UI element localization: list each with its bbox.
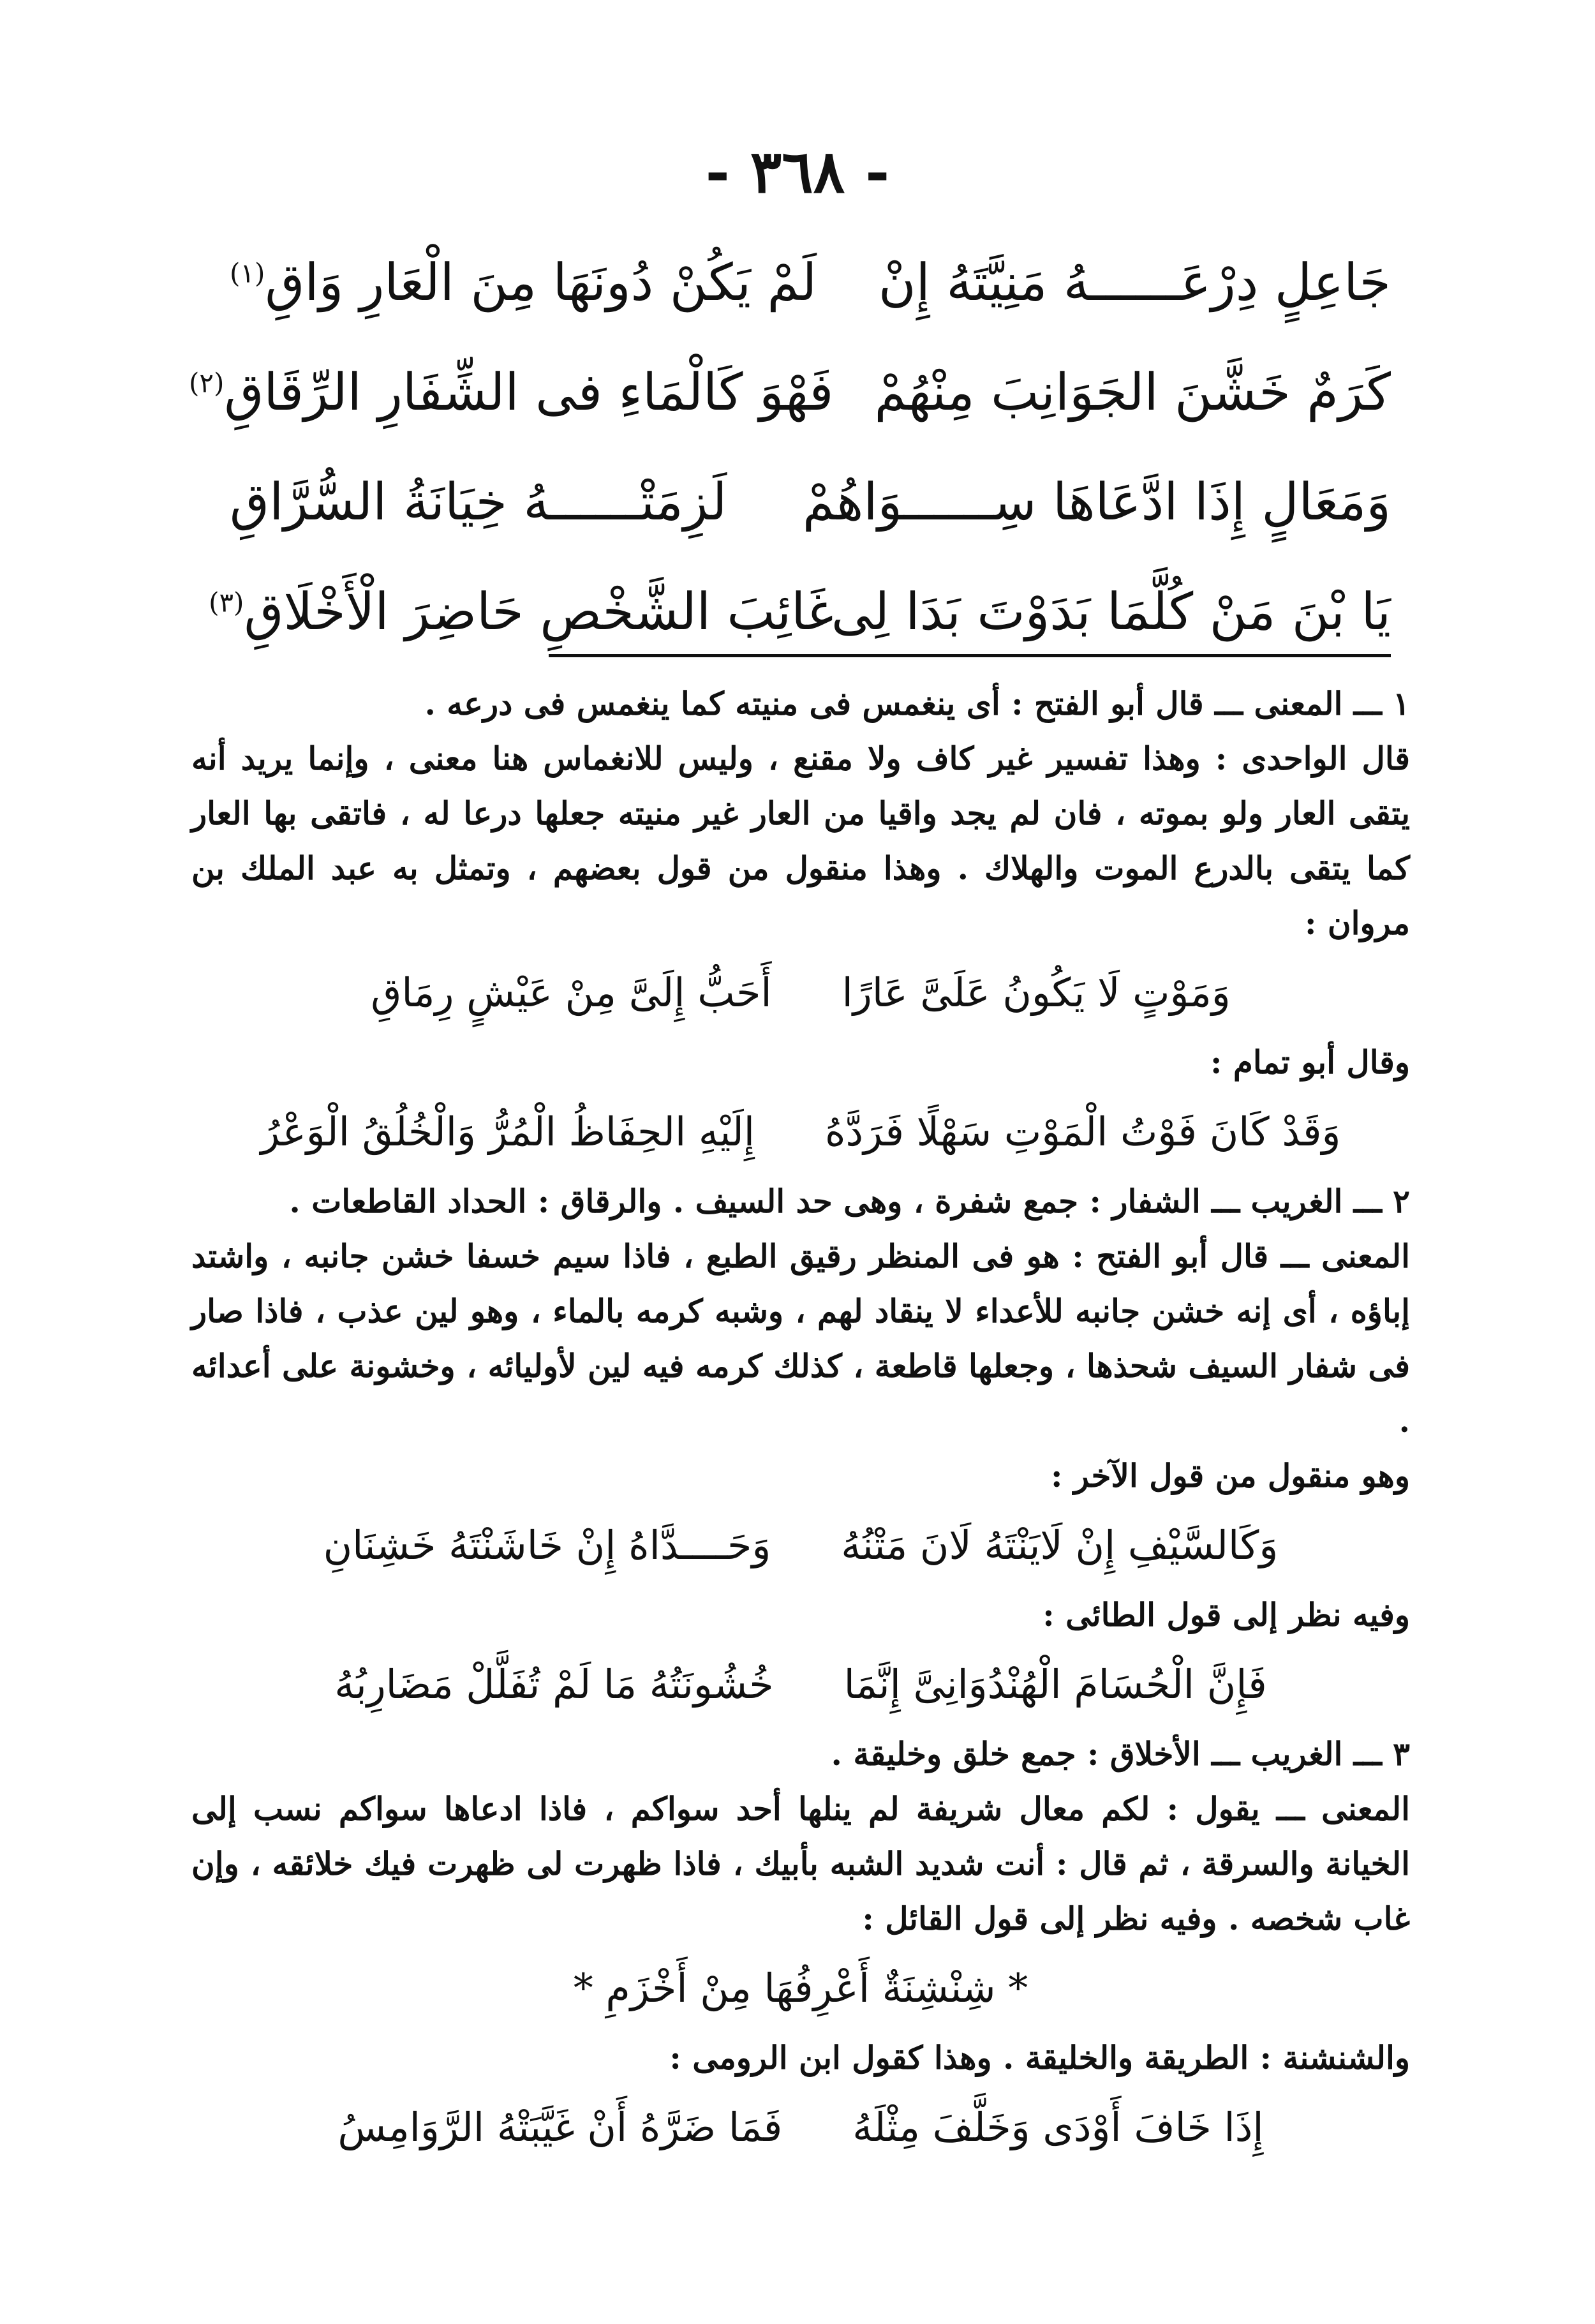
- quoted-verse: [191, 1507, 1410, 1584]
- verse-first-hemistich: جَاعِلٍ دِرْعَــــــهُ مَنِيَّتَهُ إِنْ: [878, 253, 1391, 312]
- note-2-heading: ٢ ـــ الغريب ـــ الشفار : جمع شفرة ، وهى حد السيف . والرقاق : الحداد القاطعات .: [289, 1182, 1410, 1220]
- note-2-intro: وهو منقول من قول الآخر :: [1051, 1457, 1410, 1494]
- verse-second-text: فَهْوَ كَالْمَاءِ فى الشِّفَارِ الرِّقَاقِ: [224, 362, 834, 422]
- verse-second-hemistich: [230, 472, 833, 533]
- verse-second-text: غَائِبَ الشَّخْصِ حَاضِرَ الْأَخْلَاقِ: [244, 582, 834, 641]
- note-3-paragraph: المعنى ـــ يقول : لكم معال شريفة لم ينلها أحد سواكم ، فاذا ادعاها سواكم نسب إلى الخيانة والسرقة ، ثم قال : أنت شديد الشبه بأبيك ، فاذا ظهرت لى ظهرت فيك خلائقه ، وإن غاب شخصه . وفيه نظر إلى قول القائل :: [191, 1790, 1410, 1937]
- verse-second-hemistich: [209, 581, 834, 643]
- verse-line: [209, 581, 1391, 691]
- footnote-marker: (٢): [189, 367, 225, 399]
- quoted-verse-second: خُشُونَتُهُ مَا لَمْ تُفَلَّلْ مَضَارِبُهُ: [334, 1661, 774, 1708]
- verse-first-hemistich: كَرَمٌ خَشَّنَ الجَوَانِبَ مِنْهُمْ: [874, 362, 1391, 422]
- note-3-intro: والشنشنة : الطريقة والخليقة . وهذا كقول ابن الرومى :: [669, 2039, 1410, 2076]
- quoted-verse-first: إِذَا خَافَ أَوْدَى وَخَلَّفَ مِثْلَهُ: [852, 2104, 1264, 2150]
- verse-line: [230, 252, 1391, 362]
- footnotes: [191, 676, 1410, 2170]
- note-2-intro: وفيه نظر إلى قول الطائى :: [1042, 1596, 1410, 1634]
- main-poem: [189, 252, 1391, 691]
- verse-line: [230, 472, 1391, 581]
- quoted-verse: [191, 955, 1410, 1031]
- quoted-verse-first: فَإِنَّ الْحُسَامَ الْهُنْدُوَانِىَّ إِنَّمَا: [843, 1661, 1267, 1708]
- verse-first-hemistich: يَا بْنَ مَنْ كُلَّمَا بَدَوْتَ بَدَا لِى: [831, 582, 1391, 641]
- footnote-marker: (٣): [209, 586, 244, 618]
- quoted-verse-second: إِلَيْهِ الحِفَاظُ الْمُرُّ وَالْخُلُقُ الْوَعْرُ: [260, 1108, 755, 1155]
- quoted-verse: [191, 2089, 1410, 2166]
- note-2-paragraph: المعنى ـــ قال أبو الفتح : هو فى المنظر رقيق الطبع ، فاذا سيم خسفا خشن جانبه ، واشتد إباؤه ، أى إنه خشن جانبه للأعداء لا ينقاد لهم ، وشبه كرمه بالماء ، وهو لين عذب ، فاذا صار فى شفار السيف شحذها ، وجعلها قاطعة ، كذلك كرمه فيه لين لأوليائه ، وخشونة على أعدائه .: [191, 1237, 1410, 1440]
- verse-second-text: لَزِمَتْــــــهُ خِيَانَةُ السُّرَّاقِ: [230, 472, 727, 532]
- quoted-verse-second: فَمَا ضَرَّهُ أَنْ غَيَّبَتْهُ الرَّوَامِسُ: [338, 2104, 783, 2150]
- footnote-divider: [549, 654, 1391, 657]
- note-1-intro: وقال أبو تمام :: [1210, 1043, 1410, 1081]
- verse-second-text: لَمْ يَكُنْ دُونَهَا مِنَ الْعَارِ وَاقِ: [265, 253, 817, 312]
- quoted-verse-second: أَحَبُّ إِلَىَّ مِنْ عَيْشٍ رِمَاقِ: [371, 969, 772, 1016]
- quoted-verse-first: وَكَالسَّيْفِ إِنْ لَايَنْتَهُ لَانَ مَتْنُهُ: [841, 1522, 1279, 1568]
- quoted-verse-first: وَقَدْ كَانَ فَوْتُ الْمَوْتِ سَهْلًا فَرَدَّهُ: [825, 1108, 1341, 1155]
- verse-line: [189, 362, 1391, 472]
- quoted-hemistich: * شِنْشِنَةٌ أَعْرِفُهَا مِنْ أَخْزَمِ *: [573, 1965, 1028, 2011]
- quoted-verse-second: وَحَــــدَّاهُ إِنْ خَاشَنْتَهُ خَشِنَانِ: [323, 1522, 771, 1568]
- footnote-marker: (١): [230, 257, 265, 289]
- page-number: - ٣٦٨ -: [705, 137, 890, 206]
- quoted-verse-first: وَمَوْتٍ لَا يَكُونُ عَلَىَّ عَارًا: [842, 969, 1231, 1016]
- verse-first-hemistich: وَمَعَالٍ إِذَا ادَّعَاهَا سِــــــوَاهُمْ: [802, 472, 1391, 532]
- note-1-heading: ١ ـــ المعنى ـــ قال أبو الفتح : أى ينغمس فى منيته كما ينغمس فى درعه .: [424, 685, 1410, 722]
- verse-second-hemistich: [230, 252, 833, 313]
- verse-second-hemistich: [189, 362, 834, 423]
- quoted-verse: [191, 1646, 1410, 1723]
- note-1-paragraph: قال الواحدى : وهذا تفسير غير كاف ولا مقنع ، وليس للانغماس هنا معنى ، وإنما يريد أنه يتقى العار ولو بموته ، فان لم يجد واقيا من العار غير منيته جعلها درعا له ، فاتقى بها العار كما يتقى بالدرع الموت والهلاك . وهذا منقول من قول بعضهم ، وتمثل به عبد الملك بن مروان :: [191, 740, 1410, 942]
- quoted-verse: [191, 1094, 1410, 1170]
- note-3-heading: ٣ ـــ الغريب ـــ الأخلاق : جمع خلق وخليقة .: [831, 1735, 1410, 1773]
